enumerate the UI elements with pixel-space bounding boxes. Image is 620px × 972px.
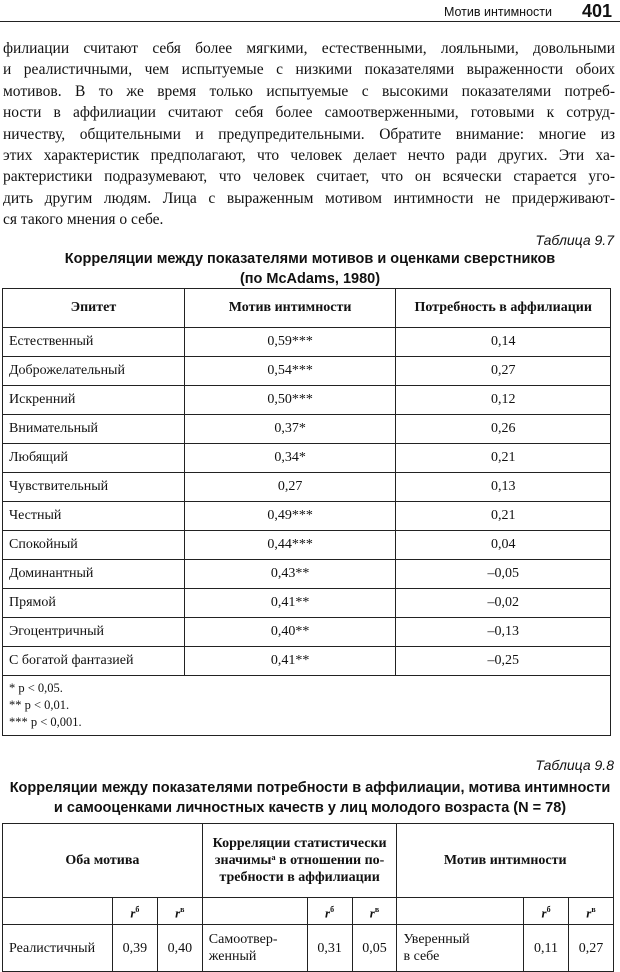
table-row (3, 531, 611, 560)
trait-cell: Самоотвер- женный (202, 925, 307, 972)
table-notes (3, 676, 611, 736)
r-b-label: $r^б$ (524, 898, 569, 925)
affiliation-cell: 0,27 (396, 357, 611, 386)
value-cell: 0,40 (157, 925, 202, 972)
affiliation-cell: 0,04 (396, 531, 611, 560)
table-row (3, 560, 611, 589)
table-9-7-title-line: Корреляции между показателями мотивов и оценками сверстников (64, 251, 556, 267)
r-b-label: $r^б$ (112, 898, 157, 925)
running-header (0, 0, 620, 24)
table-row (3, 925, 614, 972)
group-header-both: Оба мотива (3, 824, 203, 898)
table-9-7-caption: Таблица 9.7 (535, 232, 614, 248)
table-row (3, 357, 611, 386)
affiliation-cell: 0,14 (396, 328, 611, 357)
r-label-row (3, 898, 614, 925)
r-v-label: $r^в$ (569, 898, 614, 925)
table-9-8-title-line: и самооценками личностных качеств у лиц молодого возраста (N = 78) (53, 800, 567, 816)
paragraph-line: дить другим людям. Лица с выраженным мотивом интимности не придерживают- (3, 189, 615, 207)
table-row (3, 415, 611, 444)
column-header: Эпитет (3, 289, 185, 328)
significance-note: ** p < 0,01. (9, 698, 70, 712)
header-line: требности в аффилиации (219, 870, 380, 885)
intimacy-cell: 0,43** (184, 560, 396, 589)
intimacy-cell: 0,41** (184, 647, 396, 676)
intimacy-cell: 0,27 (184, 473, 396, 502)
epithet-cell: Доминантный (3, 560, 185, 589)
paragraph-line: мотивов. В то же время только испытуемые с высокими показателями потреб- (3, 82, 615, 100)
r-b-label: $r^б$ (307, 898, 352, 925)
paragraph-line: ности в аффилиации считают себя более самоотверженными, готовыми к сотруд- (3, 104, 615, 122)
intimacy-cell: 0,41** (184, 589, 396, 618)
epithet-cell: С богатой фантазией (3, 647, 185, 676)
table-row (3, 618, 611, 647)
affiliation-cell: –0,02 (396, 589, 611, 618)
header-line: Корреляции статистически (212, 836, 387, 851)
table-9-8-caption: Таблица 9.8 (535, 757, 614, 773)
value-cell: 0,05 (352, 925, 397, 972)
paragraph-line: ничеству, общительными и предупредительными. Обратите внимание: многие из (3, 125, 615, 143)
r-v-label: $r^в$ (157, 898, 202, 925)
table-notes-row (3, 676, 611, 736)
epithet-cell: Внимательный (3, 415, 185, 444)
affiliation-cell: 0,21 (396, 502, 611, 531)
table-row (3, 647, 611, 676)
column-header: Потребность в аффилиации (396, 289, 611, 328)
column-header: Мотив интимности (184, 289, 396, 328)
table-9-7-title (0, 249, 620, 289)
intimacy-cell: 0,49*** (184, 502, 396, 531)
table-9-7-title-line: (по McAdams, 1980) (239, 271, 381, 287)
affiliation-cell: –0,13 (396, 618, 611, 647)
table-9-8 (2, 823, 614, 972)
affiliation-cell: –0,05 (396, 560, 611, 589)
affiliation-cell: 0,13 (396, 473, 611, 502)
table-9-7 (2, 288, 611, 736)
value-cell: 0,11 (524, 925, 569, 972)
paragraph-line: филиации считают себя более мягкими, естественными, лояльными, довольными (3, 40, 615, 57)
paragraph-line: рактеристики подразумевают, что человек считает, что он всячески старается уго- (3, 168, 615, 186)
trait-cell: Уверенный в себе (397, 925, 524, 972)
table-row (3, 473, 611, 502)
intimacy-cell: 0,44*** (184, 531, 396, 560)
epithet-cell: Спокойный (3, 531, 185, 560)
trait-cell: Реалистичный (3, 925, 113, 972)
paragraph-line: этих характеристик предполагают, что человек делает нечто ради других. Эти ха- (3, 146, 615, 164)
blank-cell (202, 898, 307, 925)
table-9-8-title-line: Корреляции между показателями потребности в аффилиации, мотива интимности (9, 780, 611, 796)
table-9-7-body (3, 328, 611, 676)
epithet-cell: Честный (3, 502, 185, 531)
table-row (3, 444, 611, 473)
significance-note: *** p < 0,001. (9, 715, 82, 729)
value-cell: 0,27 (569, 925, 614, 972)
epithet-cell: Прямой (3, 589, 185, 618)
paragraph-line: и реалистичными, чем испытуемые с низкими показателями выраженности обоих (3, 61, 615, 79)
header-rule (0, 21, 620, 22)
value-cell: 0,39 (112, 925, 157, 972)
header-line: значимыᵃ в отношении по- (214, 853, 385, 868)
affiliation-cell: –0,25 (396, 647, 611, 676)
table-header-row (3, 289, 611, 328)
table-row (3, 502, 611, 531)
table-header-row (3, 824, 614, 898)
page-number: 401 (581, 1, 612, 21)
affiliation-cell: 0,26 (396, 415, 611, 444)
affiliation-cell: 0,21 (396, 444, 611, 473)
epithet-cell: Естественный (3, 328, 185, 357)
epithet-cell: Искренний (3, 386, 185, 415)
epithet-cell: Любящий (3, 444, 185, 473)
blank-cell (397, 898, 524, 925)
table-row (3, 328, 611, 357)
table-row (3, 386, 611, 415)
r-v-label: $r^в$ (352, 898, 397, 925)
affiliation-cell: 0,12 (396, 386, 611, 415)
intimacy-cell: 0,54*** (184, 357, 396, 386)
significance-note: * p < 0,05. (9, 681, 63, 695)
epithet-cell: Эгоцентричный (3, 618, 185, 647)
chapter-title: Мотив интимности (443, 5, 552, 19)
blank-cell (3, 898, 113, 925)
intimacy-cell: 0,59*** (184, 328, 396, 357)
intimacy-cell: 0,34* (184, 444, 396, 473)
epithet-cell: Доброжелательный (3, 357, 185, 386)
group-header-affiliation (202, 824, 397, 898)
table-9-8-title (0, 778, 620, 818)
value-cell: 0,31 (307, 925, 352, 972)
epithet-cell: Чувствительный (3, 473, 185, 502)
group-header-intimacy: Мотив интимности (397, 824, 614, 898)
intimacy-cell: 0,40** (184, 618, 396, 647)
table-row (3, 589, 611, 618)
paragraph-line: ся такого мнения о себе. (3, 211, 164, 229)
intimacy-cell: 0,50*** (184, 386, 396, 415)
body-paragraph (3, 38, 615, 231)
intimacy-cell: 0,37* (184, 415, 396, 444)
